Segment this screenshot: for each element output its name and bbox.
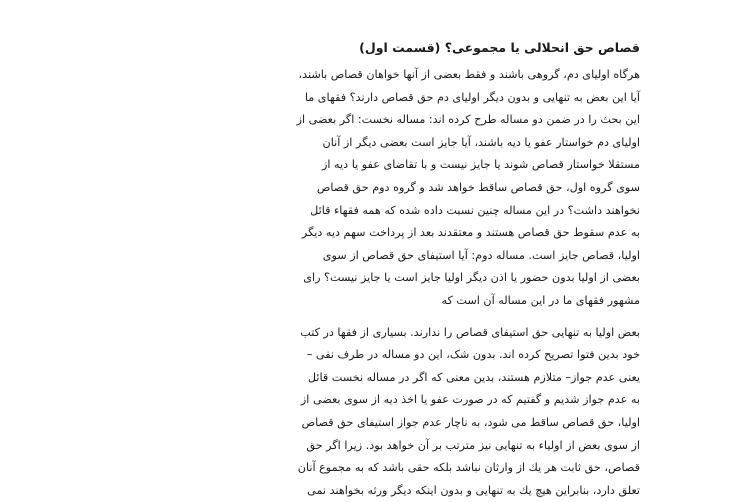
- document-page: [110, 38, 640, 502]
- paragraph-1: [110, 64, 640, 313]
- paragraph-2: [110, 322, 640, 502]
- text-line: یعنی عدم جواز– متلازم هستند، بدین معنی که اگر در مساله نخست قائل: [307, 370, 640, 384]
- text-line: بعض اولیا به تنهایی حق استیفای قصاص را ندارند. بسیاری از فقها در کتب: [300, 325, 640, 339]
- text-line: به عدم جواز شدیم و گفتیم که در صورت عفو یا اخذ دیه از سوی بعضی از: [300, 393, 640, 407]
- text-line: از سوی بعض از اولیاء به تنهایی نیز مترتب بر آن خواهد بود. زیرا اگر حق: [306, 438, 640, 452]
- text-line: اولیا، حق قصاص ساقط می شود، به ناچار عدم جواز استیفای حق قصاص: [301, 415, 640, 429]
- text-line: تعلق دارد، بنابراین هیچ یك به تنهایی و بدون اینکه دیگر ورثه بخواهند نمی: [307, 483, 640, 497]
- document-title: قصاص حق انحلالی یا مجموعی؟ (قسمت اول): [359, 40, 640, 55]
- text-line: قصاص، حق ثابت هر یك از وارثان نباشد بلکه حقی باشد که به مجموع آنان: [297, 461, 640, 475]
- text-line: اولیا، قصاص جایز است. مساله دوم: آیا استیفای حق قصاص از سوی: [322, 248, 640, 262]
- text-line: بعضی از اولیا بدون حضور یا اذن دیگر اولیا جایز است یا جایز نیست؟ رای: [303, 271, 640, 285]
- text-line: خود بدین فتوا تصریح کرده اند. بدون شک، این دو مساله در طرف نفی –: [306, 348, 640, 362]
- text-line: اولیای دم خواستار عفو یا دیه باشند، آیا جایز است بعضی دیگر از آنان: [322, 135, 640, 149]
- text-line: سوی گروه اول، حق قصاص ساقط خواهد شد و گروه دوم حق قصاص: [316, 180, 640, 194]
- text-line: مستقلا خواستار قصاص شوند یا جایز نیست و با تقاضای عفو یا دیه از: [321, 158, 640, 172]
- text-line: به عدم سقوط حق قصاص هستند و معتقدند بعد از پرداخت سهم دیه دیگر: [301, 226, 640, 240]
- text-line: نخواهند داشت؟ در این مساله چنین نسبت داده شده که همه فقهاء قائل: [310, 203, 640, 217]
- text-line: هرگاه اولیای دم، گروهی باشند و فقط بعضی از آنها خواهان قصاص باشند،: [298, 68, 640, 81]
- text-line: آیا این بعض به تنهایی و بدون دیگر اولیای دم حق قصاص دارند؟ فقهای ما: [304, 90, 640, 104]
- text-line: مشهور فقهای ما در این مساله آن است که: [441, 293, 640, 307]
- text-line: این بحث را در ضمن دو مساله طرح کرده اند: مساله نخست: اگر بعضی از: [296, 113, 640, 127]
